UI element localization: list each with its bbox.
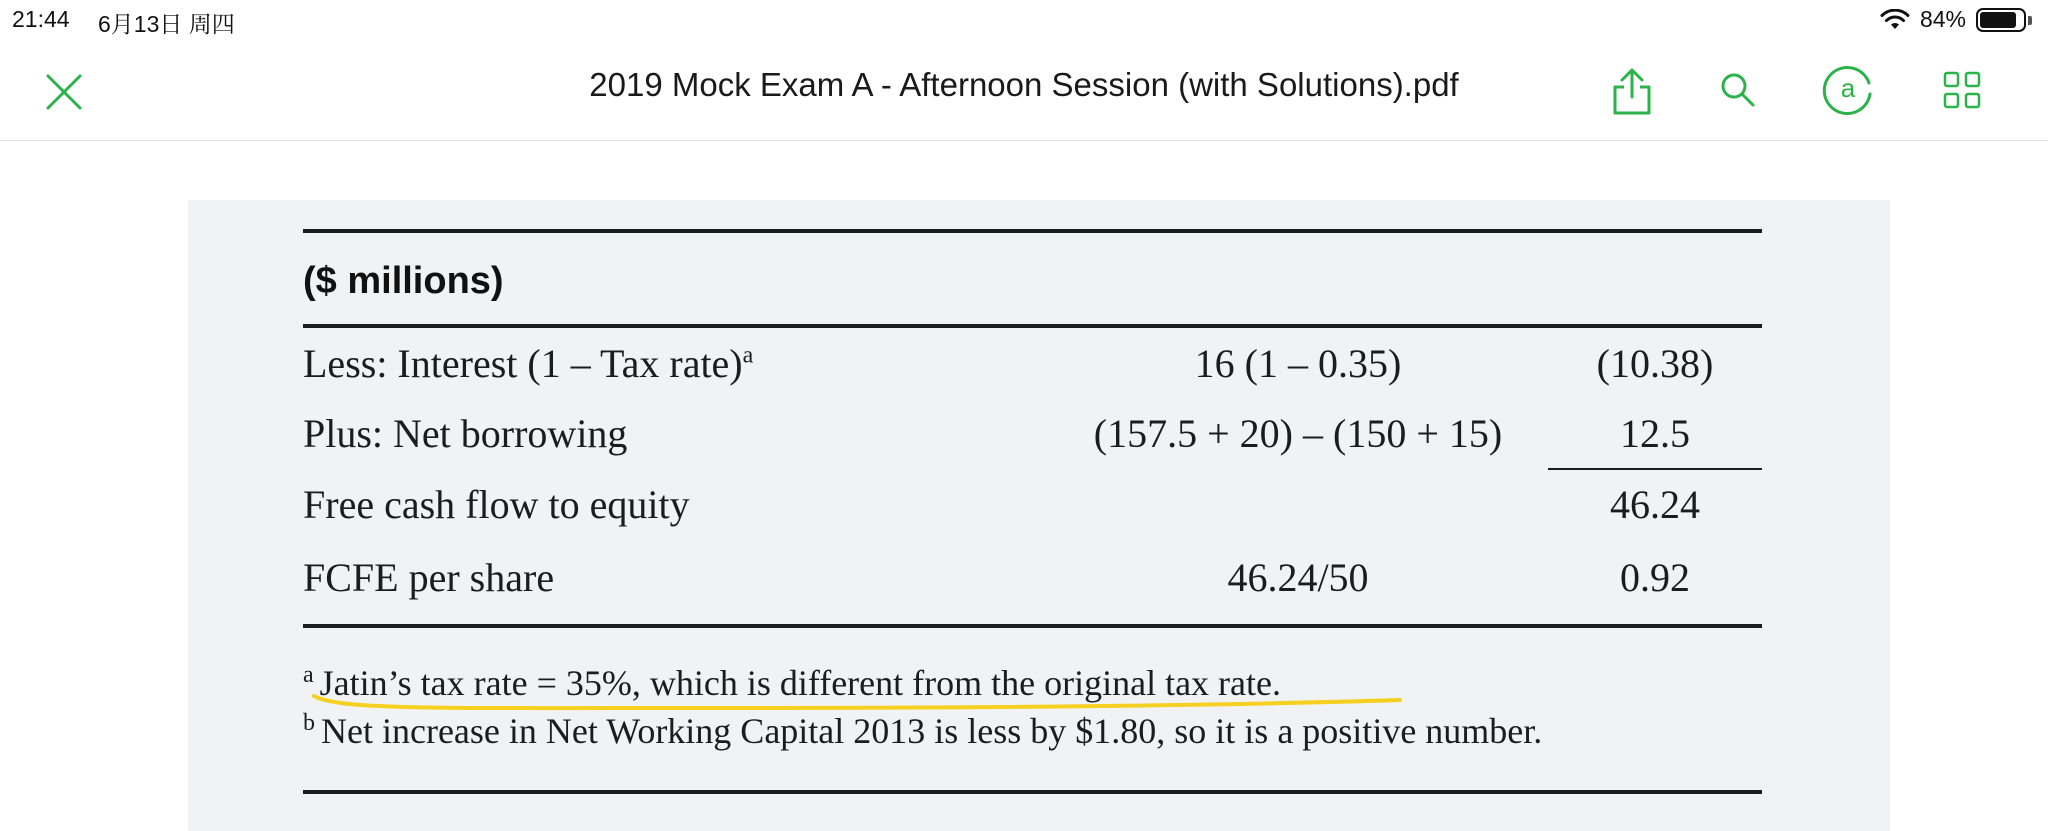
subtotal-rule	[1548, 468, 1762, 470]
row-label: Free cash flow to equity	[303, 482, 690, 527]
footnote-a: $^a$ Jatin’s tax rate = 35%, which is different from the original tax rate.	[303, 662, 1282, 703]
table-top-rule	[303, 229, 1762, 233]
table-header-rule	[303, 324, 1762, 328]
row-calc: 46.24/50	[1227, 555, 1369, 600]
status-date: 6月13日 周四	[98, 11, 235, 37]
row-value: 0.92	[1620, 555, 1690, 600]
search-icon	[1719, 71, 1757, 109]
battery-percent: 84%	[1919, 6, 1966, 32]
pdf-page[interactable]	[188, 200, 1890, 831]
row-value: (10.38)	[1596, 341, 1714, 386]
row-calc: (157.5 + 20) – (150 + 15)	[1093, 411, 1503, 456]
status-bar	[0, 0, 2048, 40]
thumbnails-button[interactable]	[1938, 62, 1986, 118]
row-value: 46.24	[1610, 482, 1700, 527]
share-icon	[1610, 67, 1654, 117]
row-value: 12.5	[1620, 411, 1690, 456]
search-button[interactable]	[1710, 62, 1766, 118]
document-title: 2019 Mock Exam A - Afternoon Session (with Solutions).pdf	[589, 66, 1459, 103]
row-calc: 16 (1 – 0.35)	[1194, 341, 1402, 386]
footnote-b: $^b$ Net increase in Net Working Capital 2013 is less by $1.80, so it is a positive number.	[303, 710, 1543, 751]
row-label: Plus: Net borrowing	[303, 411, 628, 456]
battery-icon	[1976, 8, 2034, 32]
footnote-ref: a	[742, 342, 754, 369]
row-label: Less: Interest (1 – Tax rate)$^a$	[303, 341, 754, 386]
table-heading: ($ millions)	[303, 260, 504, 302]
toolbar	[0, 40, 2048, 141]
svg-text:a: a	[1840, 73, 1856, 103]
annotate-button[interactable]	[1818, 56, 1878, 120]
footnote-bottom-rule	[303, 790, 1762, 794]
grid-icon	[1942, 70, 1982, 110]
annotate-icon	[1819, 59, 1877, 117]
status-time: 21:44	[12, 6, 70, 32]
row-label: FCFE per share	[303, 555, 555, 600]
table-bottom-rule	[303, 624, 1762, 628]
status-right	[1880, 6, 2034, 33]
wifi-icon	[1880, 9, 1910, 31]
share-button[interactable]	[1602, 60, 1662, 124]
